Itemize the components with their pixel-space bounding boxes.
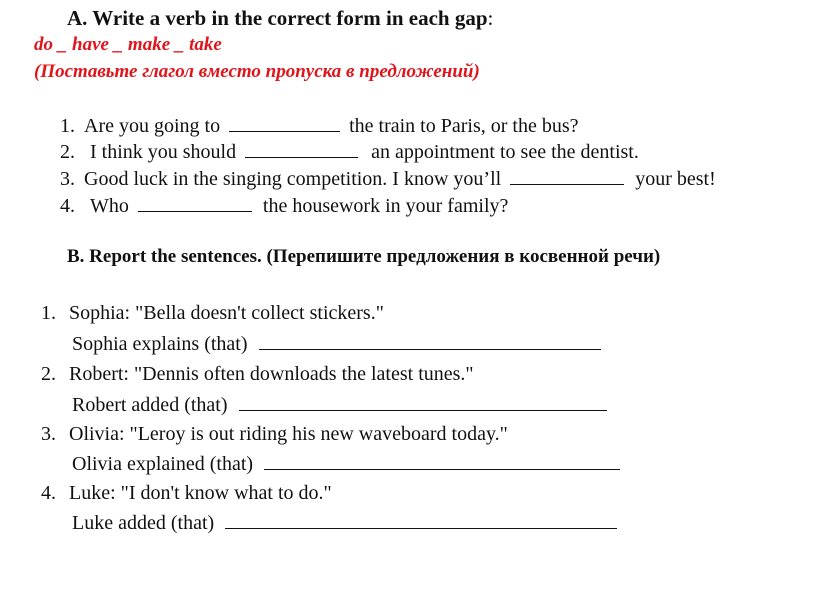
item-lead: Olivia explained (that): [72, 453, 254, 475]
answer-line[interactable]: [225, 510, 617, 529]
item-quote: Luke: "I don't know what to do.": [69, 482, 332, 504]
section-a-heading-colon: :: [487, 6, 494, 30]
item-number: 1.: [60, 115, 75, 137]
section-a-heading-text: A. Write a verb in the correct form in each gap: [67, 6, 488, 30]
section-b-heading: B. Report the sentences. (Перепишите предложения в косвенной речи): [67, 246, 661, 267]
item-text-before: Are you going to: [84, 115, 221, 137]
gap-item-1: [60, 113, 579, 139]
item-number: 3.: [41, 423, 56, 445]
report-item-4-quote: [41, 479, 332, 507]
item-text-before: Good luck in the singing competition. I know you’ll: [84, 168, 502, 190]
answer-line[interactable]: [259, 331, 601, 350]
report-item-1-quote: [41, 299, 384, 327]
item-number: 3.: [60, 168, 75, 190]
report-item-1-answer: [72, 330, 601, 358]
gap-blank[interactable]: [510, 166, 624, 185]
gap-item-3: [60, 166, 716, 192]
item-text-after: the train to Paris, or the bus?: [349, 115, 579, 137]
report-item-3-answer: [72, 450, 620, 478]
item-number: 1.: [41, 302, 56, 324]
item-text-after: the housework in your family?: [262, 195, 509, 217]
item-lead: Luke added (that): [72, 512, 215, 534]
gap-item-2: [60, 139, 639, 165]
item-number: 2.: [41, 363, 56, 385]
item-text-after: an appointment to see the dentist.: [371, 141, 639, 163]
gap-blank[interactable]: [229, 113, 340, 132]
gap-blank[interactable]: [245, 139, 358, 158]
item-lead: Robert added (that): [72, 394, 228, 416]
answer-line[interactable]: [239, 392, 607, 411]
item-text-before: I think you should: [90, 141, 237, 163]
verb-list: do _ have _ make _ take: [34, 34, 222, 55]
report-item-4-answer: [72, 509, 617, 537]
gap-blank[interactable]: [138, 193, 252, 212]
gap-item-4: [60, 193, 508, 219]
report-item-2-quote: [41, 360, 474, 388]
item-quote: Robert: "Dennis often downloads the latest tunes.": [69, 363, 474, 385]
item-quote: Olivia: "Leroy is out riding his new waveboard today.": [69, 423, 508, 445]
item-quote: Sophia: "Bella doesn't collect stickers.": [69, 302, 384, 324]
item-lead: Sophia explains (that): [72, 333, 248, 355]
item-number: 4.: [60, 195, 75, 217]
report-item-2-answer: [72, 391, 607, 419]
section-a-heading: [67, 6, 493, 31]
item-text-after: your best!: [635, 168, 716, 190]
item-number: 4.: [41, 482, 56, 504]
item-text-before: Who: [90, 195, 129, 217]
item-number: 2.: [60, 141, 75, 163]
russian-instruction-a: (Поставьте глагол вместо пропуска в предложений): [34, 61, 480, 82]
report-item-3-quote: [41, 420, 508, 448]
answer-line[interactable]: [264, 451, 620, 470]
